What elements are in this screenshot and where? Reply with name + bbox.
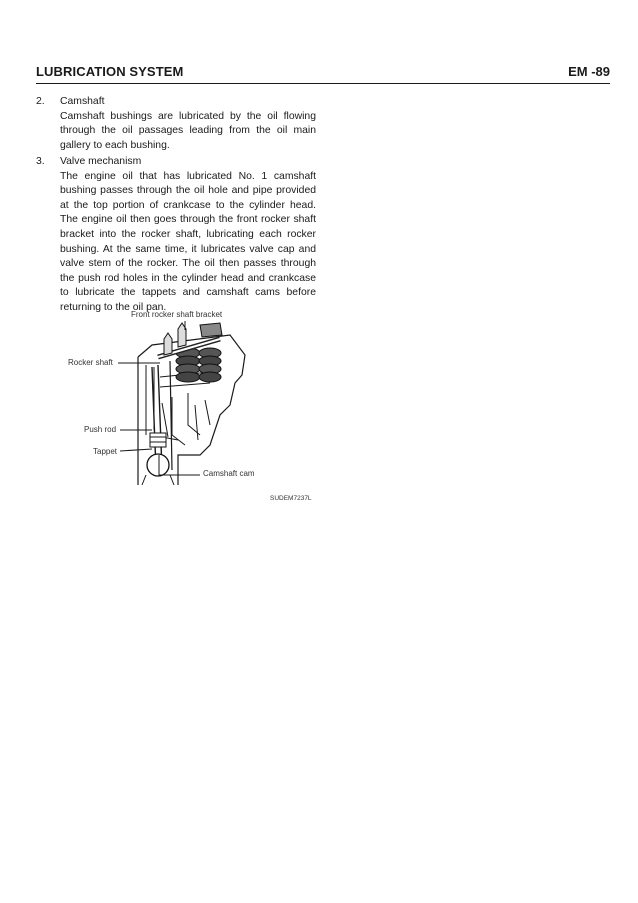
page-header [36, 64, 610, 82]
label-tappet: Tappet [93, 447, 118, 456]
item-number: 3. [36, 156, 45, 167]
item-body [60, 155, 316, 316]
item-body [60, 95, 316, 153]
label-push-rod: Push rod [84, 425, 117, 434]
label-rocker-shaft: Rocker shaft [68, 358, 113, 367]
section-title: LUBRICATION SYSTEM [36, 64, 184, 79]
figure-id: SUDEM7237L [270, 495, 312, 502]
label-front-rocker-shaft-bracket: Front rocker shaft bracket [131, 310, 223, 319]
header-divider [36, 83, 610, 84]
item-paragraph: Camshaft bushings are lubricated by the oil flowing through the oil passages leading from the oil main gallery to each bushing. [60, 110, 316, 151]
item-number: 2. [36, 96, 45, 107]
item-paragraph: The engine oil that has lubricated No. 1 camshaft bushing passes through the oil hole and pipe provided at the top portion of crankcase to the cylinder head. The engine oil then goes through the front rocker shaft bracket into the rocker shaft, lubricating each rocker bushing. At the same time, it lubricates valve cap and valve stem of the rocker. The oil then passes through the push rod holes in the cylinder head and crankcase to lubricate the tappets and camshaft cams before returning to the oil pan. [60, 170, 316, 313]
page-number: EM -89 [568, 64, 610, 79]
engine-illustration [60, 305, 320, 510]
label-camshaft-cam: Camshaft cam [203, 469, 255, 478]
item-heading: Valve mechanism [60, 156, 142, 167]
item-heading: Camshaft [60, 96, 105, 107]
valve-mechanism-figure [60, 305, 320, 510]
